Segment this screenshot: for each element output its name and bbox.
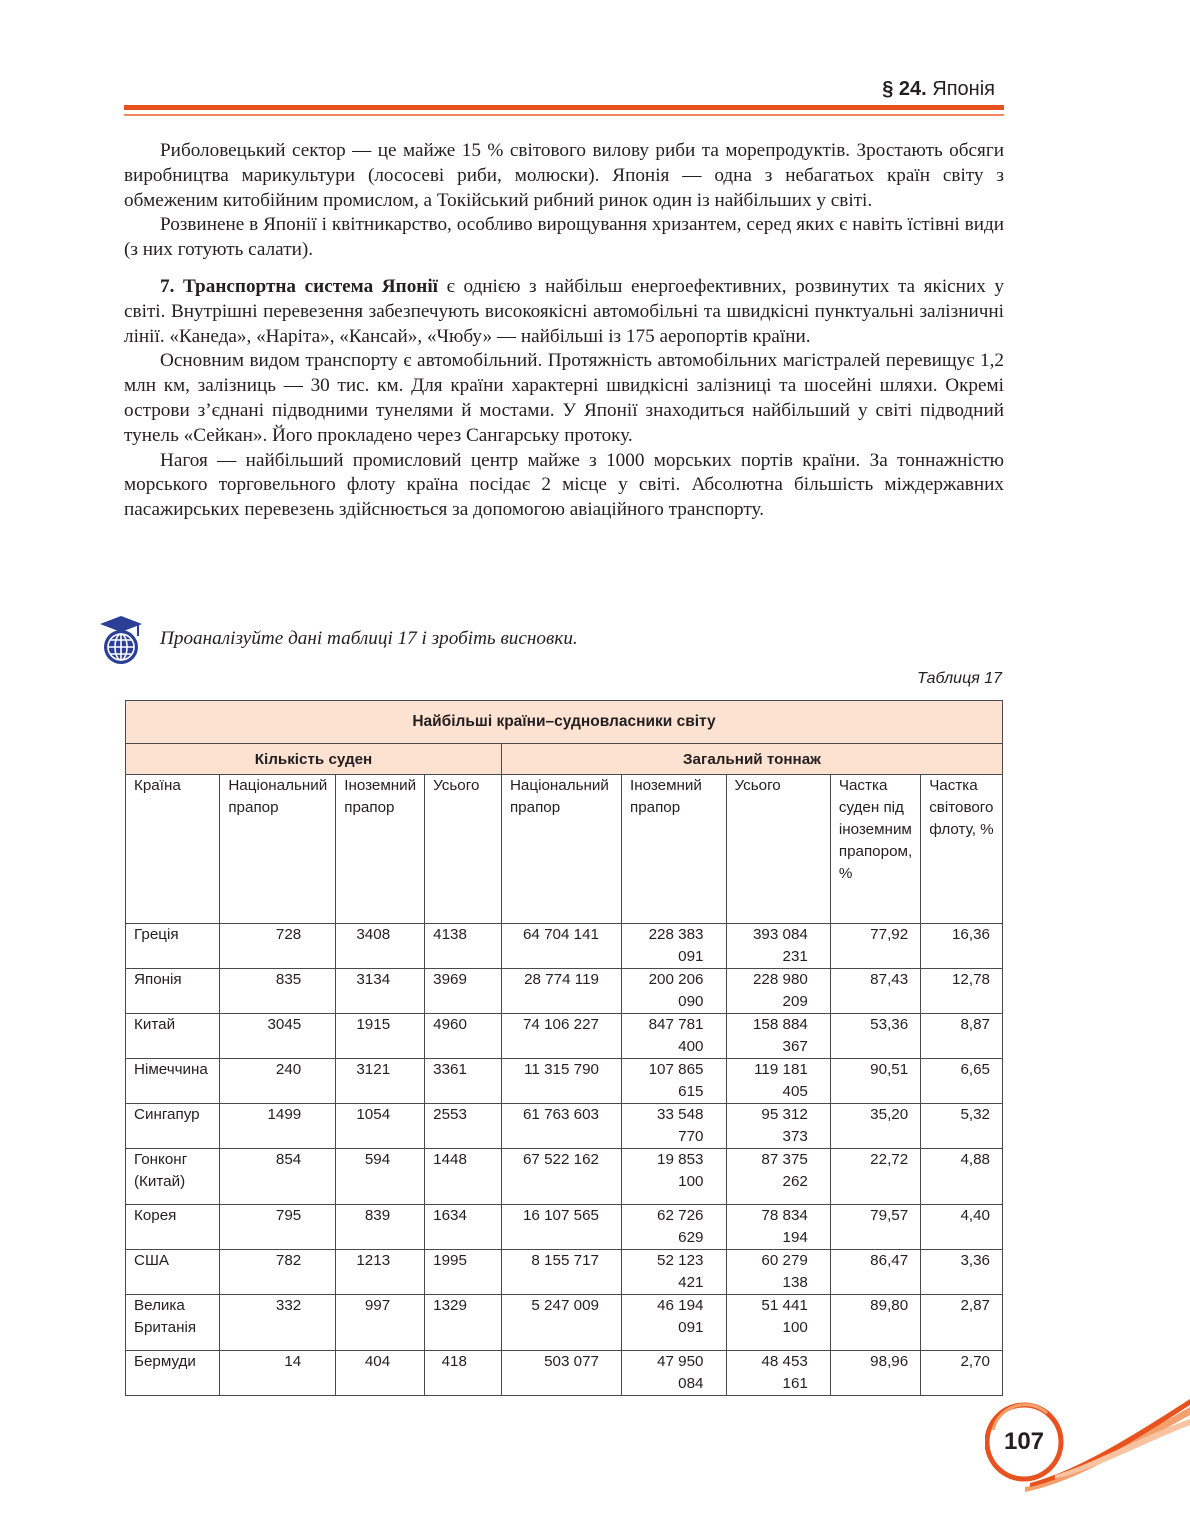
- value-cell: 95 312 373: [726, 1104, 830, 1149]
- table-row: [126, 1149, 1003, 1205]
- value-cell: 5,32: [921, 1104, 1003, 1149]
- page-number-badge: [985, 1395, 1190, 1495]
- value-cell: 33 548 770: [621, 1104, 726, 1149]
- value-cell: 35,20: [830, 1104, 920, 1149]
- country-cell: Японія: [126, 969, 220, 1014]
- column-header: Частка суден під іноземним прапором, %: [830, 775, 920, 924]
- task-block: [96, 614, 1004, 666]
- value-cell: 61 763 603: [501, 1104, 621, 1149]
- table-row: [126, 1351, 1003, 1396]
- value-cell: 6,65: [921, 1059, 1003, 1104]
- column-header: Усього: [726, 775, 830, 924]
- country-cell: Гонконг (Китай): [126, 1149, 220, 1205]
- value-cell: 835: [220, 969, 336, 1014]
- value-cell: 839: [336, 1205, 425, 1250]
- group-header-tonnage: Загальний тоннаж: [501, 744, 1002, 775]
- value-cell: 3408: [336, 924, 425, 969]
- country-cell: Німеччина: [126, 1059, 220, 1104]
- table-row: [126, 1059, 1003, 1104]
- value-cell: 16 107 565: [501, 1205, 621, 1250]
- value-cell: 1634: [425, 1205, 502, 1250]
- value-cell: 28 774 119: [501, 969, 621, 1014]
- value-cell: 404: [336, 1351, 425, 1396]
- value-cell: 11 315 790: [501, 1059, 621, 1104]
- value-cell: 728: [220, 924, 336, 969]
- value-cell: 64 704 141: [501, 924, 621, 969]
- country-cell: Китай: [126, 1014, 220, 1059]
- group-header-ships: Кількість суден: [126, 744, 502, 775]
- value-cell: 1054: [336, 1104, 425, 1149]
- value-cell: 60 279 138: [726, 1250, 830, 1295]
- value-cell: 158 884 367: [726, 1014, 830, 1059]
- value-cell: 89,80: [830, 1295, 920, 1351]
- value-cell: 4138: [425, 924, 502, 969]
- column-header: Іноземний прапор: [336, 775, 425, 924]
- value-cell: 77,92: [830, 924, 920, 969]
- ship-owners-table: [125, 700, 1003, 1396]
- value-cell: 1213: [336, 1250, 425, 1295]
- value-cell: 1915: [336, 1014, 425, 1059]
- value-cell: 240: [220, 1059, 336, 1104]
- table-row: [126, 1104, 1003, 1149]
- table-body: [126, 924, 1003, 1396]
- paragraph-text: є однією з найбільш енергоефективних, розвинутих та якісних у світі. Внутрішні перевезення забезпечують високоякісні автомобільні та швидкісні пунктуальні залізничні лінії. «Канеда», «Наріта», «Кансай», «Чюбу» — найбільші із 175 аеропортів країни.: [124, 275, 1004, 347]
- column-header: Національний прапор: [501, 775, 621, 924]
- value-cell: 3,36: [921, 1250, 1003, 1295]
- value-cell: 332: [220, 1295, 336, 1351]
- value-cell: 90,51: [830, 1059, 920, 1104]
- value-cell: 418: [425, 1351, 502, 1396]
- value-cell: 200 206 090: [621, 969, 726, 1014]
- column-header: Усього: [425, 775, 502, 924]
- value-cell: 3969: [425, 969, 502, 1014]
- value-cell: 393 084 231: [726, 924, 830, 969]
- value-cell: 47 950 084: [621, 1351, 726, 1396]
- paragraph: Нагоя — найбільший промисловий центр майже з 1000 морських портів країни. За тоннажністю морського торговельного флоту країна посідає 2 місце у світі. Абсолютна більшість міждержавних пасажирських перевезень здійснюється за допомогою авіаційного транспорту.: [124, 449, 1004, 521]
- value-cell: 4,88: [921, 1149, 1003, 1205]
- value-cell: 1329: [425, 1295, 502, 1351]
- value-cell: 2,70: [921, 1351, 1003, 1396]
- value-cell: 3361: [425, 1059, 502, 1104]
- country-cell: США: [126, 1250, 220, 1295]
- value-cell: 51 441 100: [726, 1295, 830, 1351]
- country-cell: Греція: [126, 924, 220, 969]
- value-cell: 52 123 421: [621, 1250, 726, 1295]
- table-caption: Таблиця 17: [917, 670, 1002, 687]
- value-cell: 228 980 209: [726, 969, 830, 1014]
- value-cell: 16,36: [921, 924, 1003, 969]
- value-cell: 4,40: [921, 1205, 1003, 1250]
- value-cell: 795: [220, 1205, 336, 1250]
- value-cell: 4960: [425, 1014, 502, 1059]
- country-cell: Бермуди: [126, 1351, 220, 1396]
- value-cell: 3134: [336, 969, 425, 1014]
- value-cell: 503 077: [501, 1351, 621, 1396]
- paragraph: Риболовецький сектор — це майже 15 % світового вилову риби та морепродуктів. Зростають обсяги виробництва марикультури (лососеві риби, молюски). Японія — одна з небагатьох країн світу з обмеженим китобійним промислом, а Токійський рибний ринок один із найбільших у світі.: [124, 140, 1004, 211]
- value-cell: 98,96: [830, 1351, 920, 1396]
- value-cell: 847 781 400: [621, 1014, 726, 1059]
- value-cell: 1995: [425, 1250, 502, 1295]
- country-cell: Велика Британія: [126, 1295, 220, 1351]
- value-cell: 79,57: [830, 1205, 920, 1250]
- column-header: Національний прапор: [220, 775, 336, 924]
- value-cell: 12,78: [921, 969, 1003, 1014]
- running-head: [882, 78, 995, 101]
- value-cell: 19 853 100: [621, 1149, 726, 1205]
- value-cell: 46 194 091: [621, 1295, 726, 1351]
- paragraph: Основним видом транспорту є автомобільний. Протяжність автомобільних магістралей перевищує 1,2 млн км, залізниць — 30 тис. км. Для країни характерні швидкісні залізниці та шосейні шляхи. Окремі острови з’єднані підводними тунелями й мостами. У Японії знаходиться найбільший у світі підводний тунель «Сейкан». Його прокладено через Сангарську протоку.: [124, 350, 1004, 446]
- paragraph: [124, 275, 1004, 349]
- table-row: [126, 1205, 1003, 1250]
- table-row: [126, 969, 1003, 1014]
- value-cell: 87,43: [830, 969, 920, 1014]
- table-row: [126, 1014, 1003, 1059]
- value-cell: 2,87: [921, 1295, 1003, 1351]
- table-title: Найбільші країни–судновласники світу: [126, 701, 1003, 744]
- value-cell: 228 383 091: [621, 924, 726, 969]
- value-cell: 997: [336, 1295, 425, 1351]
- value-cell: 78 834 194: [726, 1205, 830, 1250]
- table-row: [126, 1295, 1003, 1351]
- value-cell: 87 375 262: [726, 1149, 830, 1205]
- value-cell: 14: [220, 1351, 336, 1396]
- value-cell: 3121: [336, 1059, 425, 1104]
- value-cell: 62 726 629: [621, 1205, 726, 1250]
- header-rule-thin: [124, 114, 1004, 116]
- value-cell: 594: [336, 1149, 425, 1205]
- column-header: Іноземний прапор: [621, 775, 726, 924]
- value-cell: 2553: [425, 1104, 502, 1149]
- value-cell: 53,36: [830, 1014, 920, 1059]
- section-number: § 24.: [882, 78, 927, 100]
- value-cell: 5 247 009: [501, 1295, 621, 1351]
- section-title: Японія: [932, 78, 995, 100]
- globe-graduation-cap-icon: [96, 614, 146, 666]
- paragraph: Розвинене в Японії і квітникарство, особливо вирощування хризантем, серед яких є навіть їстівні види (з них готують салати).: [124, 214, 1004, 261]
- table-row: [126, 1250, 1003, 1295]
- table-row: [126, 924, 1003, 969]
- country-cell: Корея: [126, 1205, 220, 1250]
- value-cell: 8,87: [921, 1014, 1003, 1059]
- value-cell: 854: [220, 1149, 336, 1205]
- value-cell: 22,72: [830, 1149, 920, 1205]
- value-cell: 782: [220, 1250, 336, 1295]
- value-cell: 107 865 615: [621, 1059, 726, 1104]
- value-cell: 3045: [220, 1014, 336, 1059]
- value-cell: 1448: [425, 1149, 502, 1205]
- column-header: Країна: [126, 775, 220, 924]
- column-header: Частка світового флоту, %: [921, 775, 1003, 924]
- value-cell: 74 106 227: [501, 1014, 621, 1059]
- page-number: 107: [1003, 1428, 1045, 1455]
- header-rule: [124, 105, 1004, 110]
- value-cell: 48 453 161: [726, 1351, 830, 1396]
- value-cell: 67 522 162: [501, 1149, 621, 1205]
- value-cell: 8 155 717: [501, 1250, 621, 1295]
- value-cell: 1499: [220, 1104, 336, 1149]
- body-text: [124, 139, 1004, 523]
- task-text: Проаналізуйте дані таблиці 17 і зробіть висновки.: [160, 628, 578, 649]
- value-cell: 86,47: [830, 1250, 920, 1295]
- country-cell: Сингапур: [126, 1104, 220, 1149]
- section-heading: 7. Транспортна система Японії: [160, 275, 439, 297]
- value-cell: 119 181 405: [726, 1059, 830, 1104]
